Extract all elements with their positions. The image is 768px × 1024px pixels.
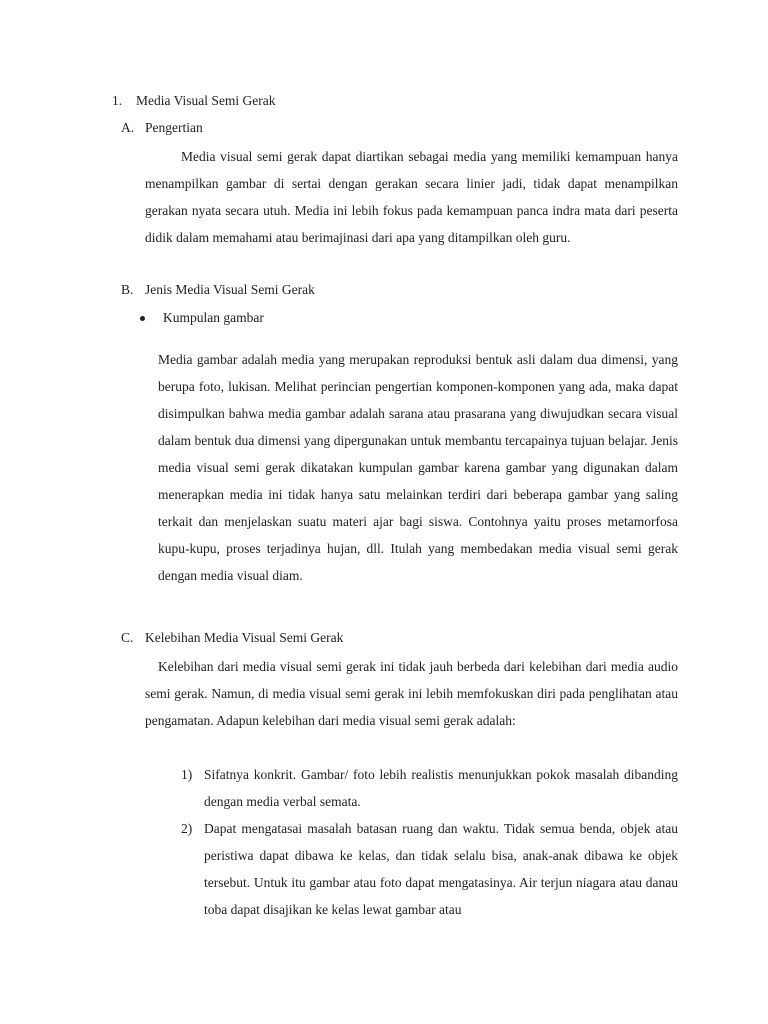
list-item-number: 1)	[181, 767, 193, 782]
subsection-c-paragraph: Kelebihan dari media visual semi gerak ini tidak jauh berbeda dari kelebihan dari media audio semi gerak. Namun, di media visual semi gerak ini lebih memfokuskan diri pada penglihatan atau pengamatan. Adapun kelebihan dari media visual semi gerak adalah:	[145, 659, 678, 728]
subsection-a-letter: A.	[121, 120, 135, 135]
subsection-b-title: Jenis Media Visual Semi Gerak	[145, 282, 315, 297]
bullet-item-title: Kumpulan gambar	[163, 310, 264, 325]
subsection-b-paragraph: Media gambar adalah media yang merupakan reproduksi bentuk asli dalam dua dimensi, yang berupa foto, lukisan. Melihat perincian pengertian komponen-komponen yang ada, maka dapat disimpulkan bahwa media gambar adalah sarana atau prasarana yang diwujudkan secara visual dalam bentuk dua dimensi yang dipergunakan untuk membantu tercapainya tujuan belajar. Jenis media visual semi gerak dikatakan kumpulan gambar karena gambar yang digunakan dalam menerapkan media ini tidak hanya satu melainkan terdiri dari beberapa gambar yang saling terkait dan menjelaskan suatu materi ajar bagi siswa. Contohnya yaitu proses metamorfosa kupu-kupu, proses terjadinya hujan, dll. Itulah yang membedakan media visual semi gerak dengan media visual diam.	[158, 352, 678, 583]
subsection-b-letter: B.	[121, 282, 134, 297]
subsection-a-title: Pengertian	[145, 120, 203, 135]
list-item-text: Dapat mengatasai masalah batasan ruang dan waktu. Tidak semua benda, objek atau peristiwa dapat dibawa ke kelas, dan tidak selalu bisa, anak-anak dibawa ke objek tersebut. Untuk itu gambar atau foto dapat mengatasinya. Air terjun niagara atau danau toba dapat disajikan ke kelas lewat gambar atau	[204, 821, 678, 917]
subsection-c-title: Kelebihan Media Visual Semi Gerak	[145, 630, 344, 645]
subsection-a-paragraph: Media visual semi gerak dapat diartikan sebagai media yang memiliki kemampuan hanya menampilkan gambar di sertai dengan gerakan secara linier jadi, tidak dapat menampilkan gerakan nyata secara utuh. Media ini lebih fokus pada kemampuan panca indra mata dari peserta didik dalam memahami atau berimajinasi dari apa yang ditampilkan oleh guru.	[145, 149, 678, 245]
section-number: 1.	[112, 93, 123, 108]
list-item-number: 2)	[181, 821, 193, 836]
bullet-icon	[140, 316, 145, 321]
subsection-c-letter: C.	[121, 630, 134, 645]
section-title: Media Visual Semi Gerak	[136, 93, 276, 108]
list-item-text: Sifatnya konkrit. Gambar/ foto lebih realistis menunjukkan pokok masalah dibanding dengan media verbal semata.	[204, 767, 678, 809]
